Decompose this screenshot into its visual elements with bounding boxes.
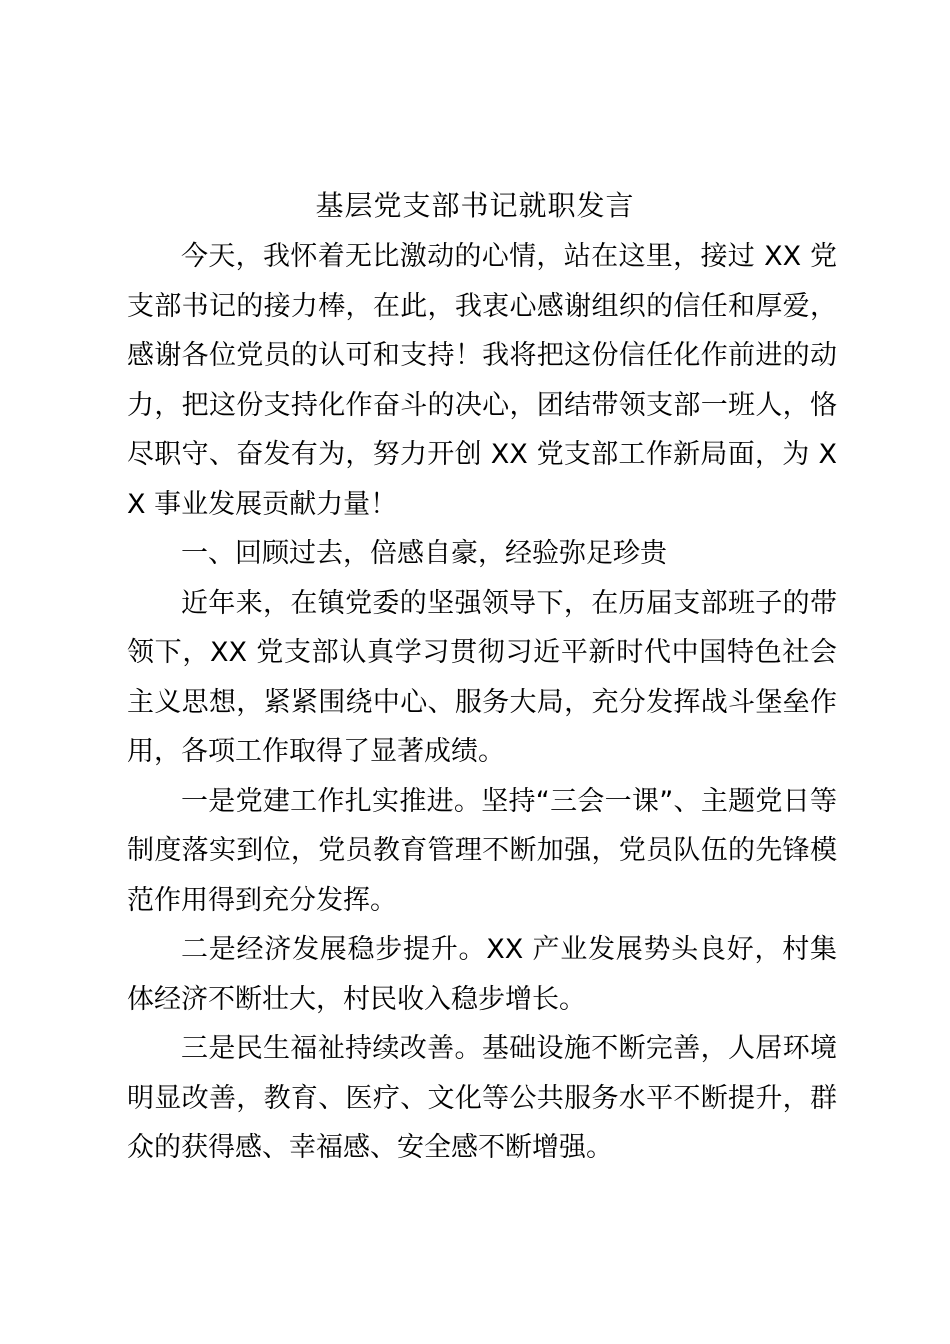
document-title: 基层党支部书记就职发言 [315, 189, 635, 222]
party-building-paragraph: 一是党建工作扎实推进。坚持“三会一课”、主题党日等制度落实到位，党员教育管理不断加强，党员队伍的先锋模范作用得到充分发挥。 [127, 785, 837, 916]
review-paragraph: 近年来，在镇党委的坚强领导下，在历届支部班子的带领下，XX 党支部认真学习贯彻习近平新时代中国特色社会主义思想，紧紧围绕中心、服务大局，充分发挥战斗堡垒作用，各项工作取得了显著成绩。 [127, 587, 837, 767]
intro-paragraph: 今天，我怀着无比激动的心情，站在这里，接过 XX 党支部书记的接力棒，在此，我衷心感谢组织的信任和厚爱，感谢各位党员的认可和支持！我将把这份信任化作前进的动力，把这份支持化作奋斗的决心，团结带领支部一班人，恪尽职守、奋发有为，努力开创 XX 党支部工作新局面，为 XX 事业发展贡献力量！ [127, 241, 837, 520]
livelihood-paragraph: 三是民生福祉持续改善。基础设施不断完善，人居环境明显改善，教育、医疗、文化等公共服务水平不断提升，群众的获得感、幸福感、安全感不断增强。 [127, 1033, 837, 1163]
document-body [127, 232, 837, 1173]
section-heading: 一、回顾过去，倍感自豪，经验弥足珍贵 [181, 538, 667, 569]
economy-paragraph: 二是经济发展稳步提升。XX 产业发展势头良好，村集体经济不断壮大，村民收入稳步增长。 [127, 934, 837, 1015]
